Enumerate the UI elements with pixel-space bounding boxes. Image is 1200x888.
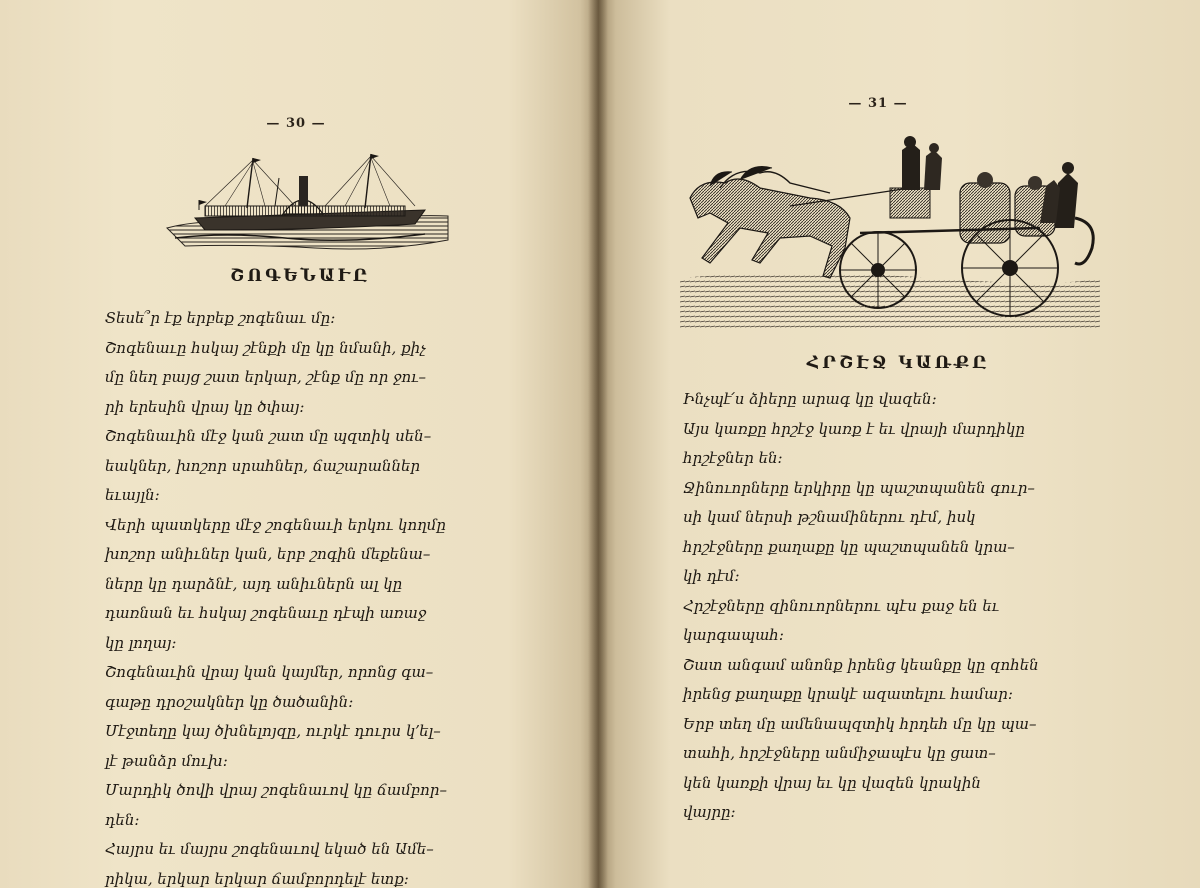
text-line: լէ թանձր մուխ։ (105, 751, 228, 770)
text-line: ները կը դարձնէ, այդ անիւներն ալ կը (105, 574, 403, 593)
text-line: Վերի պատկերը մէջ շոգենաւի երկու կողմը (105, 515, 446, 534)
text-line: հրշէջներ են։ (683, 449, 783, 467)
page-number-30: — 30 — (266, 116, 326, 131)
text-line: Այս կառքը հրշէջ կառք է եւ վրայի մարդիկը (683, 419, 1025, 438)
illustration-caption: ՀՐՇԷՋ ԿԱՌՔԸ (806, 353, 990, 373)
text-line: սի կամ ներսի թշնամիներու դէմ, իսկ (683, 508, 976, 526)
text-line: Մէջտեղը կայ ծխնելոյզը, ուրկէ դուրս կ՚ել– (105, 722, 441, 740)
text-line: Շոգենաւին վրայ կան կայմեր, որոնց գա– (105, 663, 434, 681)
text-line: կի դէմ։ (683, 567, 740, 585)
illustration-caption: ՇՈԳԵՆԱՒԸ (229, 266, 371, 286)
text-line: հրշէջները քաղաքը կը պաշտպանեն կրա– (683, 537, 1015, 556)
text-line: դառնան եւ հսկայ շոգենաւը դէպի առաջ (105, 604, 427, 622)
text-line: Շատ անգամ անոնք իրենց կեանքը կը զոհեն (683, 655, 1039, 674)
text-line: րի երեսին վրայ կը ծփայ։ (105, 397, 305, 416)
text-line: իրենց քաղաքը կրակէ ազատելու համար։ (683, 685, 1013, 703)
book-gutter (588, 0, 608, 888)
right-body-text (683, 385, 1039, 828)
left-body-text (105, 304, 447, 888)
right-page (598, 0, 1200, 888)
text-line: խոշոր անիւներ կան, երբ շոգին մեքենա– (105, 545, 431, 563)
page-number-31: — 31 — (848, 96, 908, 111)
text-line: եւայլն։ (105, 486, 160, 504)
text-line: Ինչպէ՛ս ձիերը արագ կը վազեն։ (683, 390, 937, 408)
fire-engine-carriage-illustration (680, 128, 1100, 333)
text-line: կեն կառքի վրայ եւ կը վազեն կրակին (683, 773, 981, 792)
text-line: Հայրս եւ մայրս շոգենաւով եկած են Ամե– (105, 840, 434, 858)
text-line: Շոգենաւը հսկայ շէնքի մը կը նմանի, քիչ (105, 338, 426, 357)
text-line: դեն։ (105, 810, 140, 829)
steamship-illustration (165, 148, 450, 256)
text-line: կը լողայ։ (105, 633, 177, 652)
text-line: Տեսե՞ր էք երբեք շոգենաւ մը։ (105, 309, 336, 327)
text-line: Շոգենաւին մէջ կան շատ մը պզտիկ սեն– (105, 427, 432, 445)
text-line: Մարդիկ ծովի վրայ շոգենաւով կը ճամբոր– (105, 781, 447, 799)
text-line: կարգապահ։ (683, 626, 784, 644)
left-page (0, 0, 598, 888)
text-line: եակներ, խոշոր սրահներ, ճաշարաններ (105, 456, 421, 475)
text-line: մը նեղ բայց շատ երկար, շէնք մը որ ջու– (105, 368, 426, 386)
text-line: Երբ տեղ մը ամենապզտիկ հրդեհ մը կը պա– (683, 714, 1037, 733)
text-line: տահի, հրշէջները անմիջապէս կը ցատ– (683, 744, 996, 762)
text-line: րիկա, երկար երկար ճամբորդելէ ետք։ (105, 869, 409, 888)
text-line: գաթը դրօշակներ կը ծածանին։ (105, 692, 354, 711)
text-line: Հրշէջները զինուորներու պէս քաջ են եւ (683, 596, 1000, 615)
text-line: Ջինուորները երկիրը կը պաշտպանեն գուր– (683, 478, 1035, 497)
text-line: վայրը։ (683, 803, 736, 821)
